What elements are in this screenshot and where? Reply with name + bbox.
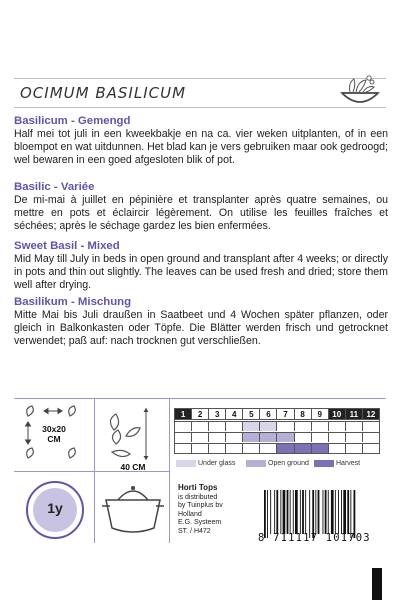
legend-swatch-open-ground (246, 460, 266, 467)
barcode-bar-6 (283, 490, 286, 534)
calendar-cell-under-glass-8 (295, 421, 312, 431)
calendar-cell-open-ground-10 (329, 432, 346, 442)
calendar-month-7: 7 (277, 409, 294, 419)
legend-label-open-ground: Open ground (268, 460, 309, 467)
barcode-bar-25 (343, 490, 346, 534)
calendar-cell-harvest-7 (277, 443, 294, 453)
calendar-month-11: 11 (346, 409, 363, 419)
barcode-bar-10 (295, 490, 298, 534)
section-body: Half mei tot juli in een kweekbakje en na ca. vier weken uitplanten, of in een bloempot en wat uitdunnen. Het blad kan je vers gebruiken maar ook gedroogd; wel bewaren in een goed afgesloten blik of pot. (14, 128, 388, 167)
barcode-bar-5 (280, 490, 281, 534)
calendar-month-5: 5 (243, 409, 260, 419)
legend-swatch-harvest (314, 460, 334, 467)
calendar-cell-harvest-1 (175, 443, 192, 453)
section-heading: Basilicum - Gemengd (14, 115, 131, 127)
calendar-row-under-glass (175, 421, 379, 431)
barcode-bar-20 (328, 490, 329, 534)
barcode-bar-7 (287, 490, 289, 534)
section-english (14, 240, 388, 293)
barcode-bar-17 (318, 490, 320, 534)
calendar-cell-under-glass-11 (346, 421, 363, 431)
calendar-cell-under-glass-3 (209, 421, 226, 431)
calendar-cell-under-glass-6 (260, 421, 277, 431)
calendar-month-8: 8 (295, 409, 312, 419)
barcode-bar-28 (354, 490, 356, 538)
calendar-legend (174, 459, 384, 469)
corner-mark (372, 568, 382, 600)
calendar-row-harvest (175, 443, 379, 453)
calendar-cell-under-glass-5 (243, 421, 260, 431)
calendar-cell-under-glass-12 (363, 421, 379, 431)
calendar-cell-open-ground-6 (260, 432, 277, 442)
barcode-bar-11 (300, 490, 301, 534)
section-german (14, 296, 388, 349)
calendar-row-open-ground (175, 432, 379, 442)
section-french (14, 181, 388, 234)
info-box-top-line (14, 398, 386, 399)
section-body: De mi-mai à juillet en pépinière et transplanter après quatre semaines, ou mettre en pots et éclaircir légèrement. On utilise les feuilles fraîches et séchées; après le séchage gardez les bien enfermées. (14, 194, 388, 233)
distributor-line: is distributed (178, 493, 218, 501)
calendar-cell-under-glass-9 (312, 421, 329, 431)
spacing-label (34, 424, 74, 444)
info-box-divider-2 (169, 398, 170, 543)
barcode-bar-3 (274, 490, 275, 534)
calendar-month-2: 2 (192, 409, 209, 419)
calendar-cell-open-ground-7 (277, 432, 294, 442)
product-title-bar (14, 78, 386, 108)
barcode-bar-22 (335, 490, 336, 534)
barcode-bar-19 (325, 490, 327, 534)
distributor-line: ST. / H472 (178, 527, 211, 535)
barcode-number: 8 711117 101703 (258, 532, 371, 544)
basil-bowl-icon (336, 71, 384, 111)
calendar-cell-open-ground-3 (209, 432, 226, 442)
barcode-bar-18 (323, 490, 324, 534)
barcode-bar-23 (338, 490, 339, 534)
calendar-month-1: 1 (175, 409, 192, 419)
lifecycle-label: 1y (47, 500, 63, 516)
barcode-bar-16 (315, 490, 316, 534)
legend-label-harvest: Harvest (336, 460, 361, 467)
calendar-month-4: 4 (226, 409, 243, 419)
section-heading: Basilic - Variée (14, 181, 95, 193)
calendar-cell-harvest-5 (243, 443, 260, 453)
calendar-cell-under-glass-10 (329, 421, 346, 431)
pot-icon (100, 478, 166, 540)
barcode-bar-21 (331, 490, 334, 534)
barcode-bar-0 (264, 490, 266, 538)
sowing-calendar (174, 408, 380, 454)
section-heading: Sweet Basil - Mixed (14, 240, 120, 252)
calendar-month-3: 3 (209, 409, 226, 419)
barcode-bar-13 (305, 490, 306, 534)
barcode-bar-2 (270, 490, 271, 534)
brand-name: Horti Tops (178, 483, 218, 492)
calendar-month-6: 6 (260, 409, 277, 419)
calendar-cell-harvest-10 (329, 443, 346, 453)
calendar-cell-open-ground-8 (295, 432, 312, 442)
lifecycle-circle (26, 481, 84, 539)
barcode-bar-8 (290, 490, 291, 534)
calendar-cell-open-ground-12 (363, 432, 379, 442)
calendar-cell-open-ground-2 (192, 432, 209, 442)
section-body: Mitte Mai bis Juli draußen in Saatbeet und 4 Wochen später pflanzen, oder gleich in Balkonkasten oder Töpfe. Die Blätter werden frisch und getrocknet verwendet; paß auf: nach trocknen gut verschließen. (14, 309, 388, 348)
spacing-value: 30x20 (42, 424, 66, 434)
barcode-bar-4 (276, 490, 278, 534)
distributor-line: E.G. Systeem (178, 519, 222, 527)
calendar-cell-harvest-12 (363, 443, 379, 453)
calendar-cell-open-ground-1 (175, 432, 192, 442)
barcode-bar-12 (302, 490, 304, 534)
barcode-bar-24 (341, 490, 342, 534)
calendar-cell-harvest-11 (346, 443, 363, 453)
calendar-cell-harvest-9 (312, 443, 329, 453)
height-label: 40 CM (120, 462, 146, 472)
calendar-cell-open-ground-11 (346, 432, 363, 442)
calendar-cell-open-ground-4 (226, 432, 243, 442)
calendar-cell-open-ground-9 (312, 432, 329, 442)
calendar-cell-harvest-2 (192, 443, 209, 453)
legend-label-under-glass: Under glass (198, 460, 236, 467)
section-dutch (14, 115, 388, 168)
calendar-cell-under-glass-7 (277, 421, 294, 431)
legend-swatch-under-glass (176, 460, 196, 467)
distributor-info (178, 484, 258, 537)
barcode-bar-9 (293, 490, 294, 534)
calendar-cell-harvest-4 (226, 443, 243, 453)
barcode-bar-1 (267, 490, 268, 538)
calendar-month-row (175, 409, 379, 420)
info-box-divider-1 (94, 398, 95, 543)
barcode-bar-14 (309, 490, 310, 538)
calendar-cell-harvest-6 (260, 443, 277, 453)
calendar-cell-under-glass-2 (192, 421, 209, 431)
calendar-cell-open-ground-5 (243, 432, 260, 442)
barcode-bar-26 (347, 490, 349, 534)
calendar-month-10: 10 (329, 409, 346, 419)
section-heading: Basilikum - Mischung (14, 296, 132, 308)
calendar-cell-harvest-8 (295, 443, 312, 453)
product-title: OCIMUM BASILICUM (20, 84, 187, 102)
barcode-bar-15 (312, 490, 314, 538)
spacing-unit: CM (47, 434, 61, 444)
section-body: Mid May till July in beds in open ground and transplant after 4 weeks; or directly in pots and thin out slightly. The leaves can be used fresh and dried; store them well after drying. (14, 253, 388, 292)
barcode-bar-27 (350, 490, 351, 538)
calendar-cell-under-glass-1 (175, 421, 192, 431)
distributor-line: by Tuinplus bv (178, 502, 223, 510)
calendar-month-9: 9 (312, 409, 329, 419)
plant-height-icon (100, 404, 166, 468)
calendar-cell-harvest-3 (209, 443, 226, 453)
calendar-month-12: 12 (363, 409, 379, 419)
distributor-line: Holland (178, 510, 202, 518)
calendar-cell-under-glass-4 (226, 421, 243, 431)
